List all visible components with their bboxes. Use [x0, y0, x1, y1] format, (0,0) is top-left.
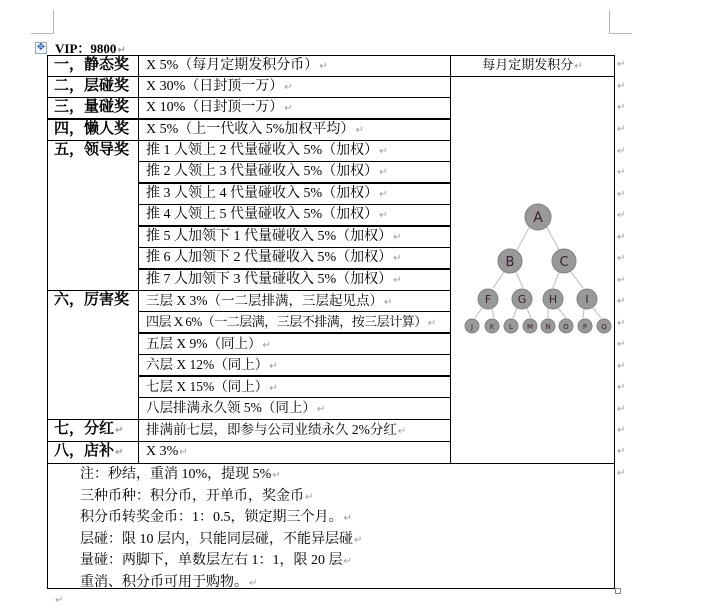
row-end-mark-icon: ↵: [617, 189, 626, 200]
row-end-mark-icon: ↵: [617, 167, 626, 178]
note-line: 三种币种：积分币，开单币，奖金币↵: [80, 488, 314, 504]
svg-text:N: N: [545, 323, 551, 331]
row-value-static: X 5%（每月定期发积分币）↵: [138, 55, 451, 77]
row-label-leader: 五，领导奖: [47, 140, 139, 291]
note-line: 层碰：限 10 层内，只能同层碰，不能异层碰↵: [80, 531, 363, 547]
row-end-mark-icon: ↵: [617, 253, 626, 264]
powerful-item: 六层 X 12%（同上）↵: [138, 354, 451, 376]
row-end-mark-icon: ↵: [617, 339, 626, 350]
row-end-mark-icon: ↵: [617, 382, 626, 393]
svg-text:F: F: [484, 293, 492, 306]
svg-text:J: J: [470, 323, 474, 331]
svg-text:Q: Q: [601, 323, 607, 331]
powerful-item: 五层 X 9%（同上）↵: [138, 333, 451, 355]
leader-item: 推 2 人领上 3 代量碰收入 5%（加权）↵: [138, 161, 451, 183]
table-move-handle-icon[interactable]: ✥: [36, 42, 46, 53]
svg-text:M: M: [526, 323, 534, 331]
row-end-mark-icon: ↵: [617, 468, 626, 479]
leader-item: 推 4 人领上 5 代量碰收入 5%（加权）↵: [138, 204, 451, 226]
svg-text:B: B: [505, 255, 515, 270]
svg-text:K: K: [489, 323, 495, 331]
row-value-layer-collision: X 30%（日封顶一万）↵: [138, 76, 451, 98]
row-end-mark-icon: ↵: [617, 404, 626, 415]
row-label-volume-collision: 三，量碰奖: [47, 97, 139, 119]
row-label-layer-collision: 二，层碰奖: [47, 76, 139, 98]
row-end-mark-icon: ↵: [617, 146, 626, 157]
note-line: 量碰：两脚下，单数层左右 1：1，限 20 层↵: [80, 553, 352, 568]
leader-item: 推 7 人加领下 3 代量碰收入 5%（加权）↵: [138, 269, 451, 291]
table-resize-handle[interactable]: [615, 588, 621, 594]
row-end-mark-icon: ↵: [617, 361, 626, 372]
row-end-mark-icon: ↵: [617, 124, 626, 135]
note-line: 注：秒结，重消 10%，提现 5%↵: [80, 467, 281, 482]
row-end-mark-icon: ↵: [617, 102, 626, 113]
notes-cell: [47, 463, 615, 589]
row-label-store-subsidy: 八，店补↵: [47, 441, 139, 464]
powerful-item: 三层 X 3%（一二层排满，三层起见点）↵: [138, 290, 451, 312]
note-line: 重消、积分币可用于购物。↵: [80, 574, 258, 589]
row-end-mark-icon: ↵: [617, 425, 626, 436]
svg-text:H: H: [548, 293, 558, 306]
row-label-lazy: 四，懒人奖: [47, 119, 139, 141]
paragraph-mark-icon: ↵: [117, 45, 126, 56]
svg-text:G: G: [517, 293, 527, 306]
row-end-mark-icon: ↵: [617, 232, 626, 243]
powerful-item: 四层 X 6%（一二层满，三层不排满，按三层计算）↵: [138, 311, 451, 333]
row-end-mark-icon: ↵: [617, 446, 626, 457]
row-end-mark-icon: ↵: [617, 318, 626, 329]
row-end-mark-icon: ↵: [617, 59, 626, 70]
powerful-item: 七层 X 15%（同上）↵: [138, 376, 451, 398]
leader-item: 推 3 人领上 4 代量碰收入 5%（加权）↵: [138, 183, 451, 205]
row-label-powerful: 六，厉害奖: [47, 290, 139, 420]
row-end-mark-icon: ↵: [617, 296, 626, 307]
svg-text:C: C: [559, 255, 569, 270]
row-label-dividend: 七，分红↵: [47, 419, 139, 442]
leader-item: 推 5 人加领下 1 代量碰收入 5%（加权）↵: [138, 226, 451, 248]
powerful-item: 八层排满永久领 5%（同上）↵: [138, 397, 451, 420]
svg-text:I: I: [585, 293, 589, 306]
row-value-volume-collision: X 10%（日封顶一万）↵: [138, 97, 451, 119]
row-end-mark-icon: ↵: [617, 81, 626, 92]
svg-text:P: P: [582, 323, 588, 331]
vip-label: VIP：9800: [55, 41, 117, 56]
row-end-mark-icon: ↵: [617, 275, 626, 286]
paragraph-mark-icon: ↵: [55, 595, 64, 606]
binary-tree-diagram: [455, 195, 620, 340]
header-monthly-points: 每月定期发积分↵: [450, 55, 615, 77]
crop-mark-top-left: [31, 10, 54, 34]
row-label-static: 一，静态奖: [47, 55, 139, 77]
svg-text:O: O: [563, 323, 569, 331]
leader-item: 推 1 人领上 2 代量碰收入 5%（加权）↵: [138, 140, 451, 162]
svg-text:L: L: [509, 323, 513, 331]
note-line: 积分币转奖金币：1：0.5，锁定期三个月。↵: [80, 510, 352, 525]
row-value-store-subsidy: X 3%↵: [138, 441, 451, 464]
row-value-dividend: 排满前七层，即参与公司业绩永久 2%分红↵: [138, 419, 451, 442]
crop-mark-top-right: [609, 10, 632, 34]
row-value-lazy: X 5%（上一代收入 5%加权平均）↵: [138, 119, 451, 141]
svg-text:A: A: [533, 210, 543, 226]
row-end-mark-icon: ↵: [617, 210, 626, 221]
leader-item: 推 6 人加领下 2 代量碰收入 5%（加权）↵: [138, 247, 451, 269]
